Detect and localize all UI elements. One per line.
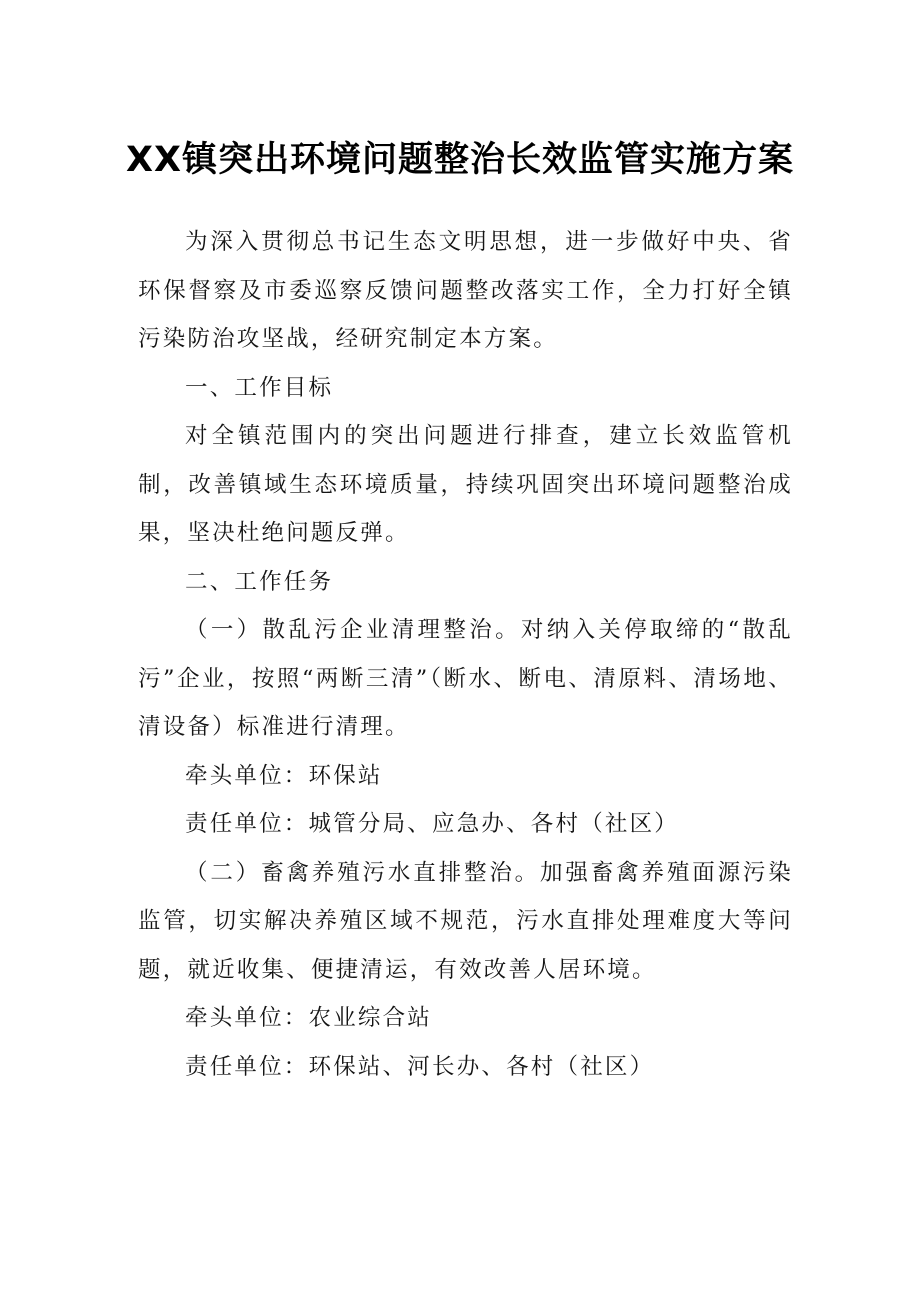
goals-paragraph: 对全镇范围内的突出问题进行排查，建立长效监管机制，改善镇域生态环境质量，持续巩固突出环境问题整治成果，坚决杜绝问题反弹。 [138,423,793,546]
intro-paragraph: 为深入贯彻总书记生态文明思想，进一步做好中央、省环保督察及市委巡察反馈问题整改落实工作，全力打好全镇污染防治攻坚战，经研究制定本方案。 [138,229,793,352]
task-2-lead-unit: 牵头单位：农业综合站 [185,1005,433,1031]
section-heading-tasks: 二、工作任务 [185,568,334,595]
task-1-responsible-units: 责任单位：城管分局、应急办、各村（社区） [185,811,680,837]
task-1-paragraph: （一）散乱污企业清理整治。对纳入关停取缔的“散乱污”企业，按照“两断三清”（断水、断电、清原料、清场地、清设备）标准进行清理。 [138,617,793,740]
task-2-responsible-units: 责任单位：环保站、河长办、各村（社区） [185,1053,655,1080]
document-body [138,218,793,1091]
document-title: XX镇突出环境问题整治长效监管实施方案 [126,140,794,180]
task-1-lead-unit: 牵头单位：环保站 [185,762,383,789]
section-heading-goals: 一、工作目标 [185,374,334,401]
task-2-paragraph: （二）畜禽养殖污水直排整治。加强畜禽养殖面源污染监管，切实解决养殖区域不规范，污水直排处理难度大等问题，就近收集、便捷清运，有效改善人居环境。 [138,859,793,983]
